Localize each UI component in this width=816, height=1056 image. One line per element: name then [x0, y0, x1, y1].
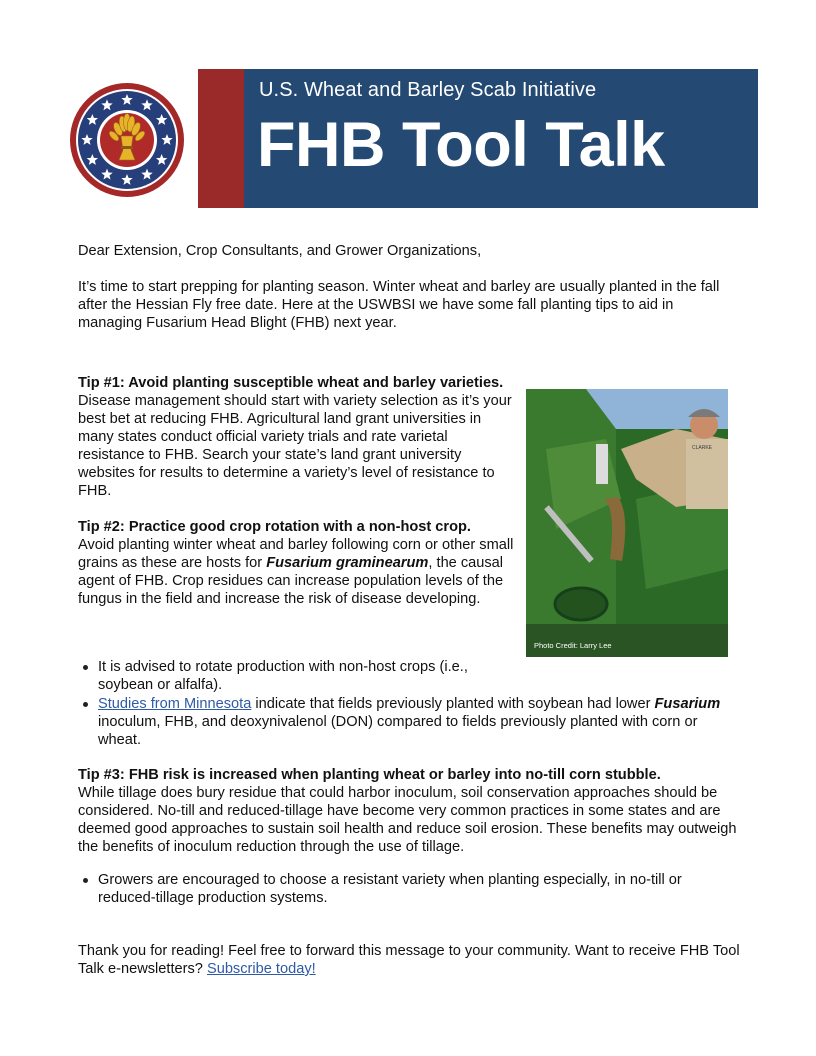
tip2-body-text: Avoid planting winter wheat and barley following corn or other small grains as these are hosts for — [78, 537, 514, 571]
pathogen-name: Fusarium graminearum — [266, 555, 429, 571]
tip3-section — [78, 766, 746, 856]
banner-red-stripe — [198, 69, 244, 208]
list-item: It is advised to rotate production with non-host crops (i.e., soybean or alfalfa). — [78, 658, 508, 694]
closing-paragraph — [78, 942, 748, 978]
tip3-heading: Tip #3: FHB risk is increased when planting wheat or barley into no-till corn stubble. — [78, 767, 661, 783]
banner-subtitle: U.S. Wheat and Barley Scab Initiative — [259, 79, 597, 101]
closing-text: Thank you for reading! Feel free to forward this message to your community. Want to receive FHB Tool Talk e-newsletters? — [78, 943, 740, 977]
list-item — [78, 695, 738, 749]
banner-title: FHB Tool Talk — [257, 110, 665, 180]
tip3-bullet-list — [78, 871, 738, 907]
fusarium-term: Fusarium — [654, 696, 721, 712]
tip2-bullet-list — [78, 658, 738, 749]
greeting: Dear Extension, Crop Consultants, and Grower Organizations, — [78, 243, 482, 259]
tip3-body: While tillage does bury residue that could harbor inoculum, soil conservation approaches should be considered. No-till and reduced-tillage have become very common practices in some states and are deemed good approaches to sustain soil health and reduce soil erosion. These benefits may outweigh the benefits of inoculum reduction through the use of tillage. — [78, 785, 737, 855]
studies-from-minnesota-link[interactable]: Studies from Minnesota — [98, 696, 252, 712]
tip2-heading: Tip #2: Practice good crop rotation with a non-host crop. — [78, 519, 471, 535]
photo-credit: Photo Credit: Larry Lee — [534, 641, 612, 650]
bullet-text: indicate that fields previously planted with soybean had lower — [251, 696, 655, 712]
planting-photo — [526, 389, 728, 657]
tip2-body-text-end: , the causal agent of FHB. Crop residues can increase population levels of the fungus in the field and increase the risk of disease developing. — [78, 555, 504, 607]
bag-label: CLARKE — [692, 445, 713, 451]
bullet-text-end: inoculum, FHB, and deoxynivalenol (DON) compared to fields previously planted with corn or wheat. — [98, 714, 698, 748]
list-item: Growers are encouraged to choose a resistant variety when planting especially, in no-till or reduced-tillage production systems. — [78, 871, 728, 907]
newsletter-banner — [244, 69, 758, 208]
tip1-body: Disease management should start with variety selection as it’s your best bet at reducing FHB. Agricultural land grant universities in many states conduct official variety trials and rate varietal resistance to FHB. Search your state’s land grant university websites for results to determine a variety’s level of resistance to FHB. — [78, 393, 512, 499]
subscribe-link[interactable]: Subscribe today! — [206, 961, 316, 977]
tip2-body — [78, 536, 518, 608]
tips-column — [78, 374, 518, 608]
tip1-heading: Tip #1: Avoid planting susceptible wheat and barley varieties. — [78, 375, 504, 391]
wheat-sheaf-star-seal-icon — [69, 82, 185, 198]
intro-paragraph: It’s time to start prepping for planting season. Winter wheat and barley are usually planted in the fall after the Hessian Fly free date. Here at the USWBSI we have some fall planting tips to aid in managing Fusarium Head Blight (FHB) next year. — [78, 279, 720, 331]
